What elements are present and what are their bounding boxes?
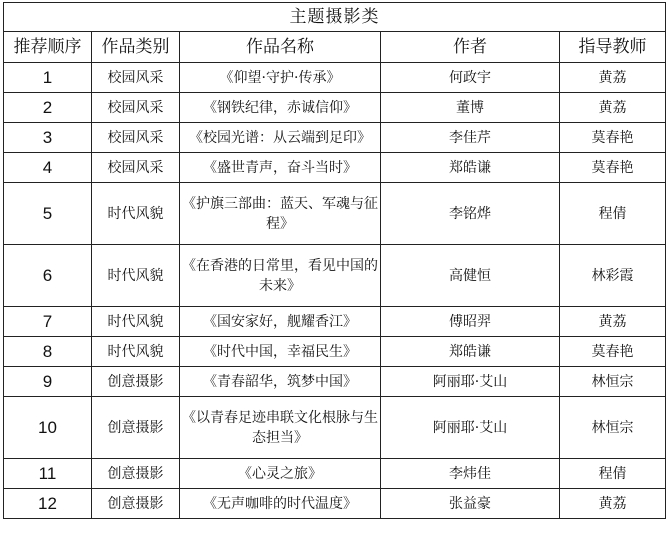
author-cell: 郑皓谦 xyxy=(381,153,560,183)
category-cell: 创意摄影 xyxy=(92,367,180,397)
author-cell: 董博 xyxy=(381,93,560,123)
order-cell: 3 xyxy=(4,123,92,153)
table-row xyxy=(4,153,666,183)
category-cell: 校园风采 xyxy=(92,123,180,153)
table-title: 主题摄影类 xyxy=(4,3,666,32)
author-cell: 郑皓谦 xyxy=(381,337,560,367)
work-title-cell: 《国安家好，舰耀香江》 xyxy=(180,307,381,337)
teacher-cell: 程倩 xyxy=(560,183,666,245)
table-row xyxy=(4,123,666,153)
teacher-cell: 黄荔 xyxy=(560,489,666,519)
teacher-cell: 林恒宗 xyxy=(560,367,666,397)
header-teacher: 指导教师 xyxy=(560,32,666,63)
work-title-cell: 《校园光谱：从云端到足印》 xyxy=(180,123,381,153)
category-cell: 校园风采 xyxy=(92,153,180,183)
teacher-cell: 莫春艳 xyxy=(560,337,666,367)
table-row xyxy=(4,93,666,123)
teacher-cell: 莫春艳 xyxy=(560,153,666,183)
order-cell: 7 xyxy=(4,307,92,337)
order-cell: 8 xyxy=(4,337,92,367)
work-title-cell: 《青春韶华，筑梦中国》 xyxy=(180,367,381,397)
header-work-title: 作品名称 xyxy=(180,32,381,63)
work-title-cell: 《无声咖啡的时代温度》 xyxy=(180,489,381,519)
category-cell: 时代风貌 xyxy=(92,307,180,337)
order-cell: 11 xyxy=(4,459,92,489)
author-cell: 阿丽耶·艾山 xyxy=(381,367,560,397)
category-cell: 创意摄影 xyxy=(92,459,180,489)
header-category: 作品类别 xyxy=(92,32,180,63)
category-cell: 时代风貌 xyxy=(92,337,180,367)
work-title-cell: 《时代中国，幸福民生》 xyxy=(180,337,381,367)
table-row xyxy=(4,397,666,459)
category-cell: 时代风貌 xyxy=(92,245,180,307)
table-row xyxy=(4,63,666,93)
work-title-cell: 《钢铁纪律，赤诚信仰》 xyxy=(180,93,381,123)
award-table xyxy=(3,2,666,519)
category-cell: 校园风采 xyxy=(92,63,180,93)
teacher-cell: 黄荔 xyxy=(560,93,666,123)
order-cell: 2 xyxy=(4,93,92,123)
order-cell: 6 xyxy=(4,245,92,307)
order-cell: 5 xyxy=(4,183,92,245)
author-cell: 高健恒 xyxy=(381,245,560,307)
table-row xyxy=(4,245,666,307)
work-title-cell: 《护旗三部曲：蓝天、军魂与征程》 xyxy=(180,183,381,245)
author-cell: 阿丽耶·艾山 xyxy=(381,397,560,459)
work-title-cell: 《仰望·守护·传承》 xyxy=(180,63,381,93)
author-cell: 何政宇 xyxy=(381,63,560,93)
order-cell: 10 xyxy=(4,397,92,459)
author-cell: 张益豪 xyxy=(381,489,560,519)
work-title-cell: 《心灵之旅》 xyxy=(180,459,381,489)
table-row xyxy=(4,459,666,489)
table-row xyxy=(4,337,666,367)
order-cell: 9 xyxy=(4,367,92,397)
work-title-cell: 《盛世青声，奋斗当时》 xyxy=(180,153,381,183)
category-cell: 创意摄影 xyxy=(92,489,180,519)
order-cell: 1 xyxy=(4,63,92,93)
order-cell: 4 xyxy=(4,153,92,183)
category-cell: 创意摄影 xyxy=(92,397,180,459)
teacher-cell: 黄荔 xyxy=(560,63,666,93)
category-cell: 时代风貌 xyxy=(92,183,180,245)
teacher-cell: 林恒宗 xyxy=(560,397,666,459)
work-title-cell: 《以青春足迹串联文化根脉与生态担当》 xyxy=(180,397,381,459)
table-row xyxy=(4,367,666,397)
table-row xyxy=(4,489,666,519)
order-cell: 12 xyxy=(4,489,92,519)
author-cell: 李铭烨 xyxy=(381,183,560,245)
work-title-cell: 《在香港的日常里，看见中国的未来》 xyxy=(180,245,381,307)
teacher-cell: 林彩霞 xyxy=(560,245,666,307)
table-row xyxy=(4,307,666,337)
category-cell: 校园风采 xyxy=(92,93,180,123)
author-cell: 李炜佳 xyxy=(381,459,560,489)
teacher-cell: 黄荔 xyxy=(560,307,666,337)
teacher-cell: 程倩 xyxy=(560,459,666,489)
author-cell: 李佳芹 xyxy=(381,123,560,153)
header-order: 推荐顺序 xyxy=(4,32,92,63)
header-author: 作者 xyxy=(381,32,560,63)
table-row xyxy=(4,183,666,245)
author-cell: 傅昭羿 xyxy=(381,307,560,337)
teacher-cell: 莫春艳 xyxy=(560,123,666,153)
